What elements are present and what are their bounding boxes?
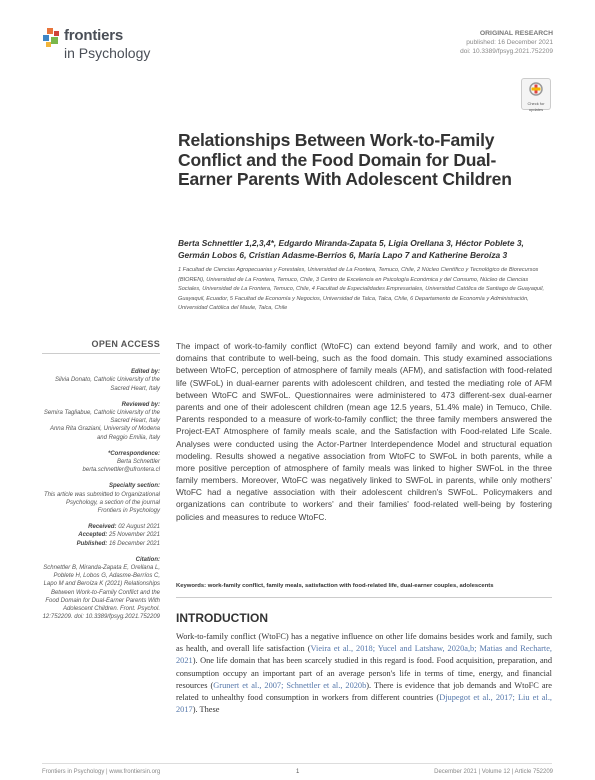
editor: Silvia Donato, Catholic University of the Sacred Heart, Italy [54, 377, 160, 392]
affiliations: 1 Facultad de Ciencias Agropecuarias y Forestales, Universidad de La Frontera, Temuco, Chile, 2 Núcleo Científico y Tecnológico de Biorecursos (BIOREN), Universidad de La Frontera, Temuco, Chile, 3 Centro de Excelencia en Psicología Económica y del Consumo, Núcleo de Ciencias Sociales, Universidad de La Frontera, Temuco, Chile, 4 Facultad de Especialidades Empresariales, Universidad Católica de Santiago de Guayaquil, Guayaquil, Ecuador, 5 Facultad de Economía y Negocios, Universidad de Talca, Talca, Chile, 6 Departamento de Economía y Administración, Universidad Católica del Maule, Talca, Chile [178, 267, 545, 311]
correspondence-label: *Correspondence: [107, 450, 160, 457]
crossmark-label-1: Check for [527, 101, 545, 106]
received-label: Received: [88, 524, 117, 531]
abstract: The impact of work-to-family conflict (WtoFC) can extend beyond family and work, and to other domains that contribute to well-being, such as the food domain. This study examined associations between WtoFC, perception of atmosphere of family meals (AFM), and satisfaction with food-related life (SWFoL) in dual-earner parents with adolescent children, and tested the mediating role of AFM between WtoFC and SWFoL. Questionnaires were administered to 473 different-sex dual-earner parents and one of their adolescent children (mean age 12.5 years, 51.4% male) in Temuco, Chile. Parents responded to a measure of work-to-family conflict; the three family members answered the Project-EAT Atmosphere of family meals scale, and the Satisfaction with Food-related Life Scale. Analyses were conducted using the Actor-Partner Interdependence Model and structural equation modeling. Results showed a negative association from WtoFC to SWFoL in both parents, while a more positive perception of atmosphere of family meals was linked to higher SWFoL in the three family members. Moreover, WtoFC was negatively linked to SWFoL in parents, while only mothers' WtoFC had a negative association with their adolescent children's SWFoL. Policymakers and organizations can contribute to workers' and their families' food-related well-being by fostering policies and measures to reduce WtoFC. [176, 341, 552, 522]
correspondence-name: Berta Schnettler [116, 459, 160, 466]
frontiers-logo-icon [42, 28, 62, 48]
reviewer: Semira Tagliabue, Catholic University of the Sacred Heart, Italy [43, 410, 160, 425]
logo-name: frontiers [64, 27, 124, 44]
intro-text: ). There is evidence that job demands and WtoFC are related to unhealthy food consumption in workers from different countries ( [176, 680, 553, 702]
frontiers-logo[interactable] [42, 26, 182, 66]
received-value: 02 August 2021 [118, 524, 160, 531]
specialty-section: This article was submitted to Organizational Psychology, a section of the journal Frontiers in Psychology [43, 491, 160, 515]
intro-text: ). These [192, 705, 220, 715]
received-date [42, 523, 160, 531]
citation-link[interactable]: Vieira et al., 2018; Yucel and Latshaw, 2020a,b; Matias and Recharte, 2021 [176, 644, 552, 666]
reviewed-by-label: Reviewed by: [121, 401, 160, 408]
sidebar [42, 340, 160, 621]
article-meta [460, 29, 553, 56]
keywords-list: work-family conflict, family meals, satisfaction with food-related life, dual-earner couples, adolescents [207, 583, 494, 589]
footer-divider [42, 763, 552, 764]
doi[interactable]: doi: 10.3389/fpsyg.2021.752209 [460, 48, 553, 55]
accepted-date [42, 531, 160, 539]
logo-journal: in Psychology [64, 45, 151, 61]
crossmark-label-2: updates [528, 106, 544, 112]
accepted-value: 25 November 2021 [108, 532, 160, 539]
published-label: Published: [76, 540, 108, 547]
citation-link[interactable]: Grunert et al., 2007; Schnettler et al., 2020b [213, 680, 367, 690]
reviewer: Anna Rita Graziani, University of Modena and Reggio Emilia, Italy [49, 426, 160, 441]
article-type: ORIGINAL RESEARCH [479, 30, 553, 37]
citation: Schnettler B, Miranda-Zapata E, Orellana L, Poblete H, Lobos G, Adasme-Berríos C, Lapo M and Beroíza K (2021) Relationships Between Work-to-Family Conflict and the Food Domain for Dual-Earner Parents With Adolescent Children. Front. Psychol. 12:752209. doi: 10.3389/fpsyg.2021.752209 [42, 565, 160, 621]
section-heading-introduction: INTRODUCTION [176, 611, 268, 625]
published-date: published: 16 December 2021 [466, 39, 553, 46]
published-value: 16 December 2021 [108, 540, 160, 547]
footer-journal[interactable]: Frontiers in Psychology | www.frontiersin.org [42, 769, 161, 775]
authors: Berta Schnettler 1,2,3,4*, Edgardo Miranda-Zapata 5, Ligia Orellana 3, Héctor Poblete 3, Germán Lobos 6, Cristian Adasme-Berríos 6, María Lapo 7 and Katherine Beroíza 3 [178, 238, 524, 260]
citation-link[interactable]: Djupegot et al., 2017; Liu et al., 2017 [176, 692, 552, 715]
specialty-section-label: Specialty section: [108, 483, 160, 490]
keywords-label: Keywords: [176, 583, 207, 589]
keywords [176, 583, 552, 589]
open-access-label: OPEN ACCESS [42, 340, 160, 354]
introduction-text [176, 631, 552, 716]
footer-issue: December 2021 | Volume 12 | Article 752209 [434, 769, 553, 775]
intro-text: ). One life domain that has been scarcely studied in this regard is food. Food acquisition, preparation, and consumption occupy an important part of an average person's life in terms of time, energy, and financial resources ( [176, 656, 552, 690]
crossmark-icon [529, 82, 543, 96]
check-for-updates-button[interactable] [521, 78, 551, 110]
citation-label: Citation: [135, 556, 160, 563]
intro-text: Work-to-family conflict (WtoFC) has a negative influence on other life domains besides work and family, such as health, and overall life satisfaction ( [176, 632, 552, 654]
edited-by-label: Edited by: [130, 369, 160, 376]
article-title: Relationships Between Work-to-Family Conflict and the Food Domain for Dual-Earner Parents With Adolescent Children [178, 130, 512, 189]
page-number: 1 [296, 769, 300, 775]
correspondence-email[interactable]: berta.schnettler@ufrontera.cl [82, 467, 160, 474]
accepted-label: Accepted: [78, 532, 108, 539]
published-date-sidebar [42, 540, 160, 548]
divider [176, 597, 552, 598]
